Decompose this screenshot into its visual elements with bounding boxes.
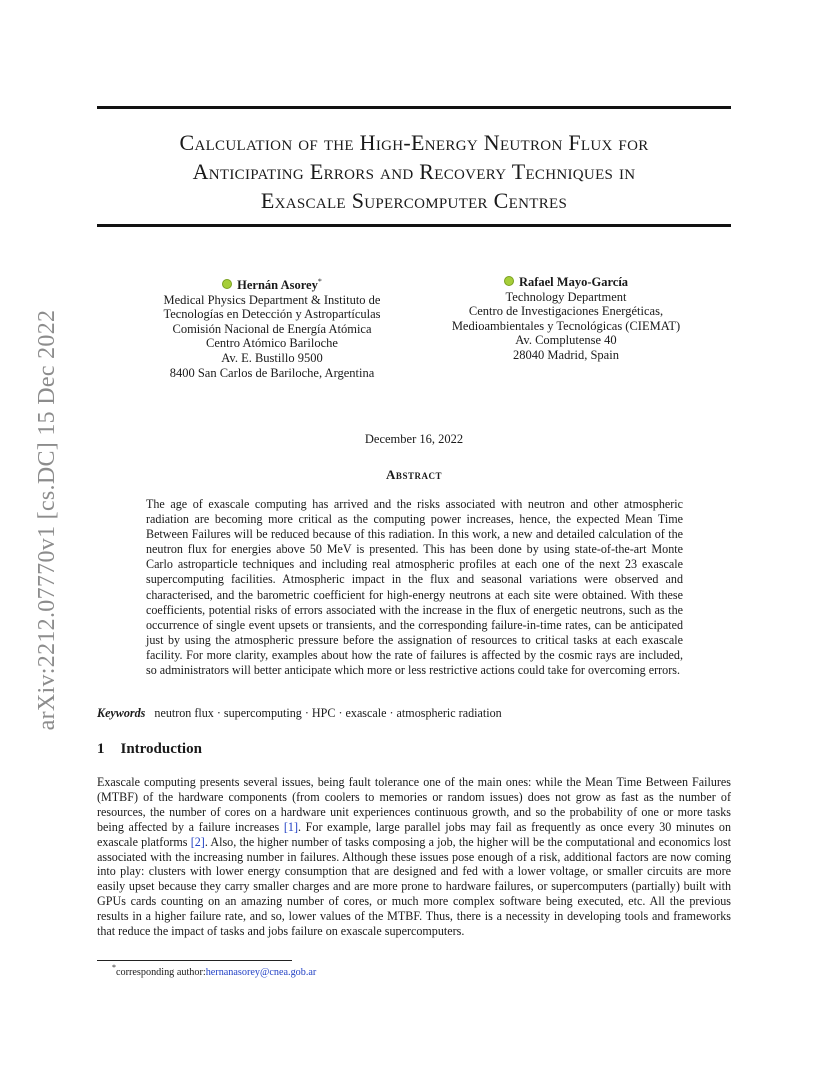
title-top-rule [97,106,731,109]
title-line-2: Anticipating Errors and Recovery Techniques in [192,159,636,184]
intro-text: . For example, large parallel jobs may fail as frequently as once every 30 minutes on exascale platforms [97,819,731,849]
paper-title [97,128,731,215]
keywords-label: Keywords [97,706,146,720]
abstract-text: The age of exascale computing has arrived and the risks associated with neutron and other atmospheric radiation are becoming more critical as the computing power increases, hence, the expected Mean Time Between Failures will be reduced because of this radiation. In this work, a new and detailed calculation of the neutron flux for energies above 50 MeV is presented. This has been done by using state-of-the-art Monte Carlo astroparticle techniques and including real atmospheric profiles at each one of the next 23 exascale supercomputing facilities. Atmospheric impact in the flux and seasonal variations were observed and characterised, and the barometric coefficient for high-energy neutrons at each site were obtained. With these coefficients, potential risks of errors associated with the increase in the flux of energetic neutrons, such as the occurrence of single event upsets or transients, and the corresponding failure-in-time rates, can be anticipated just by using the atmospheric pressure before the assignation of resources to critical tasks at each exascale facility. For more clarity, examples about how the rate of failures is affected by the cosmic rays are included, so administrators will better anticipate which more or less restrictive actions could take for overcoming errors. [146,497,683,678]
affiliation-line: Av. Complutense 40 [515,333,617,348]
abstract-heading: Abstract [386,467,442,482]
intro-text: Exascale computing presents several issues, being fault tolerance one of the main ones: while the Mean Time Between Failures (MTBF) of the hardware components (from coolers to memories or random issues) does not grow as fast as the number of resources, the number of cores on a hardware unit experiences continuous growth, and so the probability of one or more tasks being affected by a failure increases [97,775,731,834]
footnote-marker: * [112,963,116,972]
affiliation-line: Comisión Nacional de Energía Atómica [172,321,372,336]
author-name: Hernán Asorey [237,278,318,292]
orcid-icon[interactable] [222,279,232,289]
footnote-text: corresponding author: [116,967,206,978]
arxiv-stamp: arXiv:2212.07770v1 [cs.DC] 15 Dec 2022 [34,309,60,731]
citation-link-2[interactable]: [2] [190,834,205,849]
affiliation-line: Medioambientales y Tecnológicas (CIEMAT) [451,318,681,333]
keywords-line [97,706,737,721]
intro-text: . Also, the higher number of tasks composing a job, the higher will be the computational and economics lost associated with the increasing number in failures. Although these issues pose enough of a risk, additional factors are now coming into play: clusters with lower energy consumption that are designed and fed with a lower voltage, or smaller circuits are more easily upset because they carry smaller charges and are more prone to hardware failures, or supercomputers (partially) built with GPUs cards counting on an amazing number of cores, or much more complex software being executed, etc. All the previous results in a higher failure rate, and so, lower values of the MTBF. Thus, there is a necessity in developing tools and frameworks that reduce the impact of tasks and jobs failure on exascale supercomputers. [97,834,731,939]
keywords-list: neutron flux · supercomputing · HPC · exascale · atmospheric radiation [154,706,502,720]
affiliation-line: Centro de Investigaciones Energéticas, [468,304,664,319]
footnote [112,963,316,978]
affiliation-line: Av. E. Bustillo 9500 [221,350,323,365]
author-name: Rafael Mayo-García [518,275,629,289]
section-number: 1 [97,741,105,757]
section-heading [97,741,202,758]
affiliation-line: 8400 San Carlos de Bariloche, Argentina [169,365,375,380]
affiliation-line: Technology Department [505,289,627,304]
title-line-3: Exascale Supercomputer Centres [260,188,568,213]
footnote-rule [97,960,292,961]
citation-link-1[interactable]: [1] [283,819,298,834]
title-line-1: Calculation of the High-Energy Neutron Flux for [179,130,649,155]
affiliation-line: Centro Atómico Bariloche [206,336,338,351]
author-block-2 [426,275,706,363]
orcid-icon[interactable] [504,276,514,286]
author-email-link[interactable]: hernanasorey@cnea.gob.ar [205,967,317,978]
author-marker: * [317,277,322,286]
affiliation-line: Tecnologías en Detección y Astropartículas [163,307,381,322]
affiliation-line: Medical Physics Department & Instituto de [163,292,381,307]
author-block-1 [132,275,412,380]
paper-date: December 16, 2022 [364,432,464,446]
introduction-paragraph [97,775,731,939]
affiliation-line: 28040 Madrid, Spain [513,347,619,362]
section-title: Introduction [120,741,202,757]
title-bottom-rule [97,224,731,227]
